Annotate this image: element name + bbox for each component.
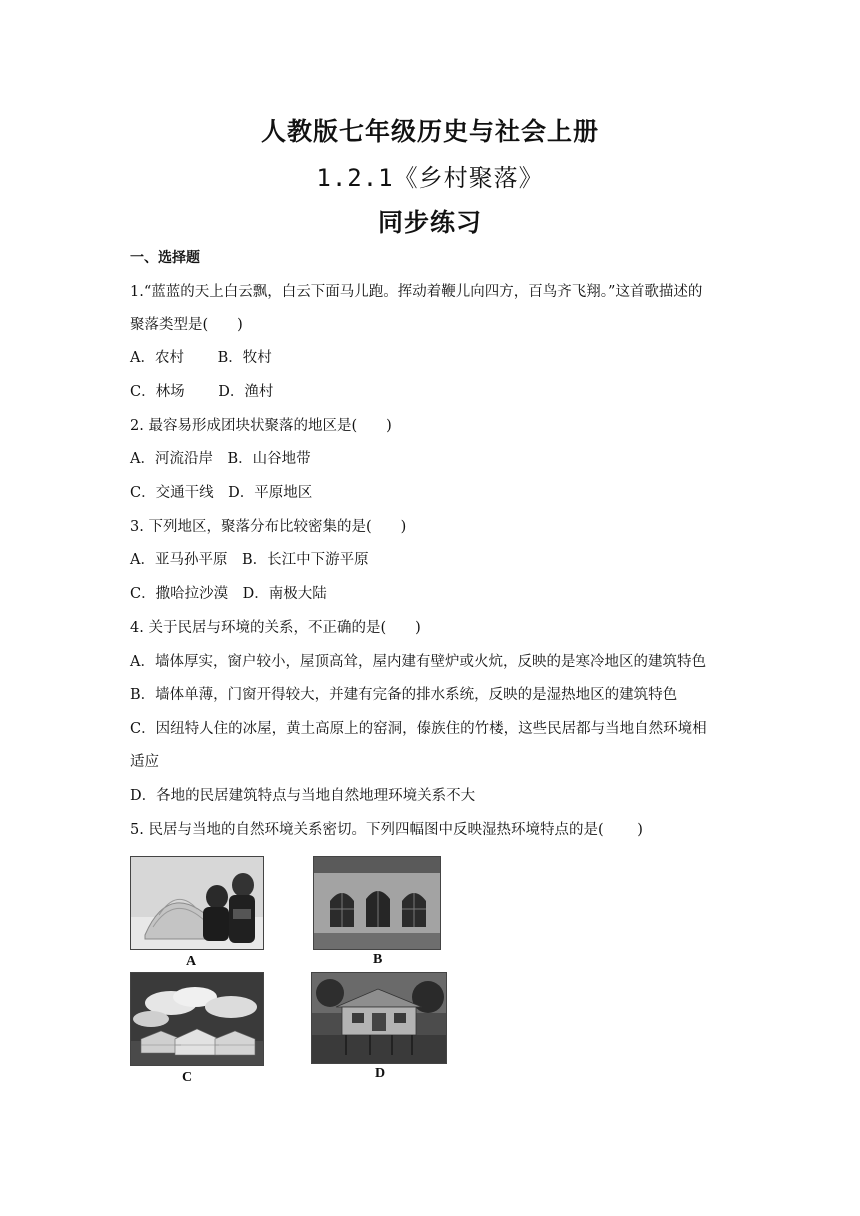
question-5-stem: 5. 民居与当地的自然环境关系密切。下列四幅图中反映湿热环境特点的是( ) [130,822,643,838]
figure-c-label: C [182,1070,193,1085]
figure-b-label: B [373,952,383,967]
question-4-option-c-line-1: C．因纽特人住的冰屋，黄土高原上的窑洞，傣族住的竹楼，这些民居都与当地自然环境相 [130,721,707,737]
question-1-stem-line-1: 1.“蓝蓝的天上白云飘，白云下面马儿跑。挥动着鞭儿向四方，百鸟齐飞翔。”这首歌描述的 [130,284,703,300]
question-1-options-line-1: A．农村 B．牧村 [130,350,272,366]
exercise-subtitle: 同步练习 [377,208,482,237]
yurt-photo-icon [130,972,264,1066]
figure-a [130,856,265,976]
question-4-stem: 4. 关于民居与环境的关系，不正确的是( ) [130,620,421,636]
lesson-number-title: 1.2.1《乡村聚落》 [316,164,544,192]
question-3-stem: 3. 下列地区，聚落分布比较密集的是( ) [130,519,407,535]
stilt-house-photo-icon [311,972,447,1064]
cave-dwelling-photo-icon [313,856,441,950]
question-4-option-d: D．各地的民居建筑特点与当地自然地理环境关系不大 [130,788,476,804]
section-heading: 一、选择题 [130,250,200,266]
document-title: 人教版七年级历史与社会上册 [260,117,599,146]
question-4-option-b: B．墙体单薄，门窗开得较大，并建有完备的排水系统，反映的是湿热地区的建筑特色 [130,687,678,703]
figure-d-label: D [375,1066,386,1081]
question-1-stem-line-2: 聚落类型是( ) [130,317,243,333]
igloo-photo-icon [130,856,264,950]
figure-d [311,972,451,1092]
question-2-options-line-2: C．交通干线 D．平原地区 [130,485,313,501]
question-4-option-a: A．墙体厚实，窗户较小，屋顶高耸，屋内建有壁炉或火炕，反映的是寒冷地区的建筑特色 [130,654,706,670]
question-3-options-line-1: A．亚马孙平原 B．长江中下游平原 [130,552,369,568]
question-1-options-line-2: C．林场 D．渔村 [130,384,274,400]
question-2-stem: 2. 最容易形成团块状聚落的地区是( ) [130,418,392,434]
question-4-option-c-line-2: 适应 [130,754,159,770]
figure-c [130,972,265,1092]
question-2-options-line-1: A．河流沿岸 B．山谷地带 [130,451,311,467]
figure-a-label: A [186,954,197,969]
question-3-options-line-2: C．撒哈拉沙漠 D．南极大陆 [130,586,327,602]
figure-b [313,856,443,976]
